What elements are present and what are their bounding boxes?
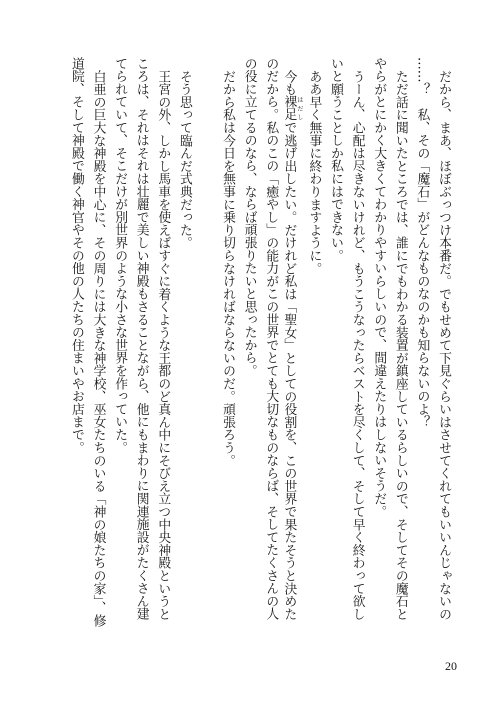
text-line: ただ話に聞いたところでは、誰にでもわかる装置が鎮座しているらしいので、そしてその魔石と [392, 69, 408, 621]
text-line: だから私は今日を無事に乗り切らなければならないのだ。頑張ろう。 [220, 69, 236, 467]
text-line: ……？ 私、その「魔石」がどんなものなのかも知らないのよ？ [414, 57, 430, 429]
text-line: てられていて、そこだけが別世界のような小さな世界を作っていた。 [112, 57, 128, 454]
text-line: 道院、そして神殿で働く神官やその他の人たちの住まいやお店まで。 [68, 57, 84, 454]
text-line: ああ早く無事に終わりますように。 [306, 69, 322, 275]
text-segment: で逃げ出したい。だけれど私は「聖女」としての役割を、この世界で果たそうと決めた [281, 121, 297, 621]
text-line: 王宮の外、しかし馬車を使えばすぐに着くような王都のど真ん中にそびえ立つ中央神殿というと [155, 69, 171, 621]
ruby-reading: はだし [295, 95, 303, 121]
text-line: そう思って臨んだ式典だった。 [176, 69, 192, 249]
ruby-base: 裸足 [281, 95, 297, 122]
text-line: だから、まあ、ほぼぶっつけ本番だ。でもせめて下見ぐらいはさせてくれてもいいんじゃないの [436, 69, 451, 621]
page-number: 20 [445, 659, 457, 673]
text-line: うーん、心配は尽きないけれど、もうこうなったらベストを尽くして、そして早く終わって欲し [349, 69, 365, 621]
text-line: いと願うことしか私にはできない。 [328, 57, 344, 262]
text-line: のだから。私のこの「癒やし」の能力がこの世界でとても大切なものならば、そしてたくさんの人 [263, 57, 279, 621]
section-break [195, 57, 217, 657]
text-line-with-ruby [281, 57, 303, 657]
text-line: ころは、それはそれは壮麗で美しい神殿もさることながら、他にもまわりに関連施設がたくさん建 [133, 57, 149, 621]
text-line: 白亜の巨大な神殿を中心に、その周りには大きな神学校、巫女たちのいる「神の娘たちの家」、修 [90, 69, 106, 627]
text-line: やらがとにかく大きくてわかりやすいらしいので、間違えたりはしないそうだ。 [371, 57, 387, 518]
ruby-word [281, 95, 303, 122]
text-segment: 今も [281, 69, 297, 96]
text-line: の役に立てるのなら、ならば頑張りたいと思ったから。 [241, 57, 257, 377]
vertical-text-body [65, 57, 454, 657]
